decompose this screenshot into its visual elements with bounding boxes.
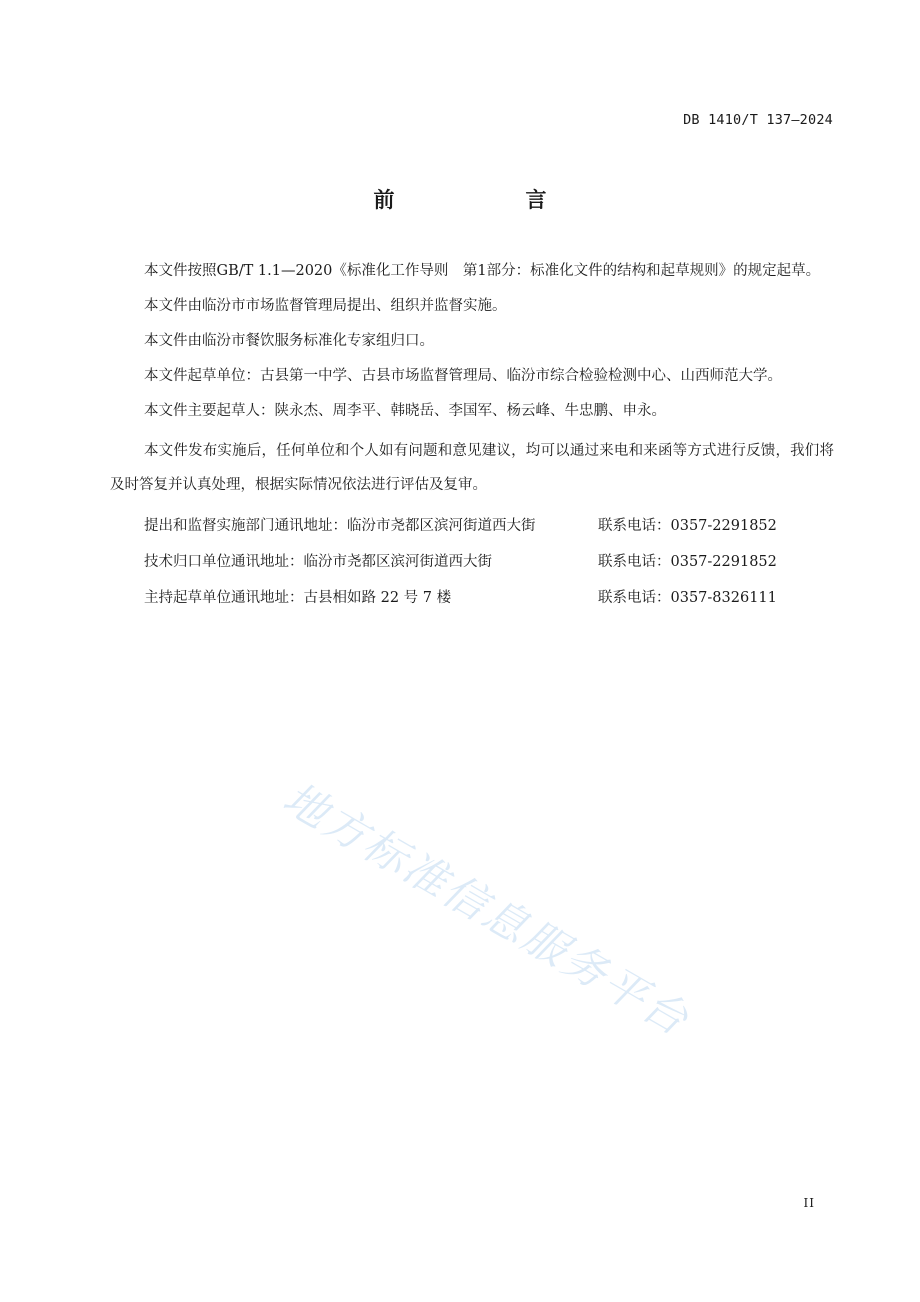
contact-address: 主持起草单位通讯地址：古县相如路 22 号 7 楼 bbox=[144, 590, 452, 606]
contact-address: 技术归口单位通讯地址：临汾市尧都区滨河街道西大街 bbox=[144, 554, 492, 570]
paragraph-drafting-units: 本文件起草单位：古县第一中学、古县市场监督管理局、临汾市综合检验检测中心、山西师范大学。 bbox=[144, 368, 782, 384]
paragraph-drafting-rules: 本文件按照GB/T 1.1—2020《标准化工作导则 第1部分：标准化文件的结构和起草规则》的规定起草。 bbox=[144, 263, 821, 279]
page-title: 前 言 bbox=[373, 188, 602, 212]
contact-phone: 联系电话：0357-2291852 bbox=[598, 518, 777, 534]
contact-address: 提出和监督实施部门通讯地址：临汾市尧都区滨河街道西大街 bbox=[144, 518, 536, 534]
paragraph-feedback: 本文件发布实施后，任何单位和个人如有问题和意见建议，均可以通过来电和来函等方式进行反馈，我们将及时答复并认真处理，根据实际情况依法进行评估及复审。 bbox=[110, 443, 834, 493]
foreword-body bbox=[110, 259, 834, 616]
contact-row bbox=[110, 580, 834, 616]
contact-row bbox=[110, 508, 834, 544]
contact-phone: 联系电话：0357-8326111 bbox=[598, 590, 777, 606]
contact-row bbox=[110, 544, 834, 580]
paragraph-centralized-unit: 本文件由临汾市餐饮服务标准化专家组归口。 bbox=[144, 333, 434, 349]
contact-phone: 联系电话：0357-2291852 bbox=[598, 554, 777, 570]
paragraph-drafters: 本文件主要起草人：陕永杰、周李平、韩晓岳、李国军、杨云峰、牛忠鹏、申永。 bbox=[144, 403, 666, 419]
page-number: II bbox=[803, 1196, 815, 1210]
paragraph-proposer: 本文件由临汾市市场监督管理局提出、组织并监督实施。 bbox=[144, 298, 507, 314]
watermark: 地方标准信息服务平台 bbox=[274, 773, 698, 1047]
document-code: DB 1410/T 137—2024 bbox=[683, 112, 833, 128]
